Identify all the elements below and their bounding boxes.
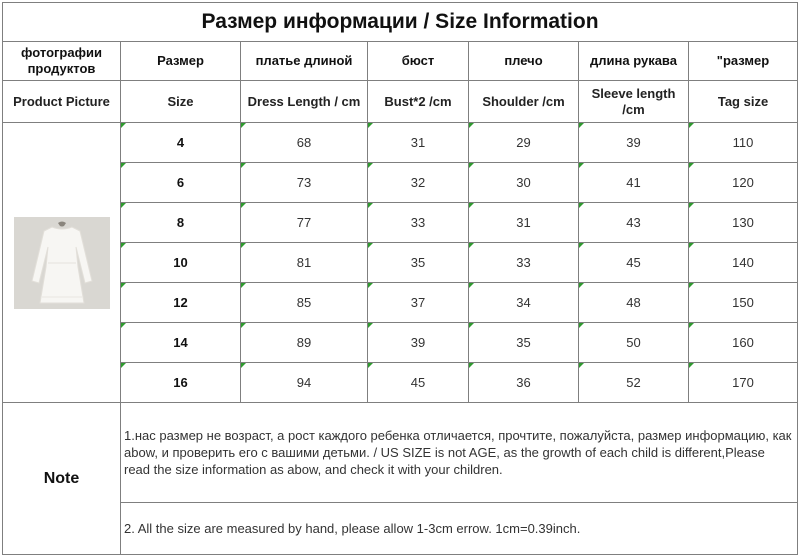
shoulder-cell: 36 bbox=[469, 363, 579, 403]
product-photo-cell bbox=[3, 123, 121, 403]
header-sleeve-ru: длина рукава bbox=[579, 42, 689, 81]
header-row-ru bbox=[3, 42, 798, 81]
note-row-2 bbox=[3, 503, 798, 555]
sleeve-cell: 52 bbox=[579, 363, 689, 403]
shoulder-cell: 35 bbox=[469, 323, 579, 363]
bust-cell: 32 bbox=[368, 163, 469, 203]
bust-cell: 37 bbox=[368, 283, 469, 323]
header-size-en: Size bbox=[121, 81, 241, 123]
header-photo-ru: фотографии продуктов bbox=[3, 42, 121, 81]
sleeve-cell: 50 bbox=[579, 323, 689, 363]
sleeve-cell: 43 bbox=[579, 203, 689, 243]
table-row bbox=[3, 283, 798, 323]
size-table bbox=[2, 2, 798, 555]
header-shoulder-ru: плечо bbox=[469, 42, 579, 81]
shoulder-cell: 34 bbox=[469, 283, 579, 323]
note-text-2: 2. All the size are measured by hand, please allow 1-3cm errow. 1cm=0.39inch. bbox=[121, 503, 798, 555]
shoulder-cell: 31 bbox=[469, 203, 579, 243]
tag-size-cell: 160 bbox=[689, 323, 798, 363]
shoulder-cell: 29 bbox=[469, 123, 579, 163]
table-row bbox=[3, 323, 798, 363]
sleeve-cell: 45 bbox=[579, 243, 689, 283]
tag-size-cell: 150 bbox=[689, 283, 798, 323]
bust-cell: 45 bbox=[368, 363, 469, 403]
sleeve-cell: 41 bbox=[579, 163, 689, 203]
header-shoulder-en: Shoulder /cm bbox=[469, 81, 579, 123]
dress-length-cell: 77 bbox=[241, 203, 368, 243]
tag-size-cell: 130 bbox=[689, 203, 798, 243]
tag-size-cell: 110 bbox=[689, 123, 798, 163]
header-tag-en: Tag size bbox=[689, 81, 798, 123]
dress-length-cell: 73 bbox=[241, 163, 368, 203]
header-dress-length-ru: платье длиной bbox=[241, 42, 368, 81]
tag-size-cell: 170 bbox=[689, 363, 798, 403]
header-row-en bbox=[3, 81, 798, 123]
table-row bbox=[3, 243, 798, 283]
size-cell: 16 bbox=[121, 363, 241, 403]
tag-size-cell: 140 bbox=[689, 243, 798, 283]
size-chart bbox=[2, 2, 797, 538]
shoulder-cell: 33 bbox=[469, 243, 579, 283]
table-row bbox=[3, 123, 798, 163]
header-photo-en: Product Picture bbox=[3, 81, 121, 123]
size-cell: 6 bbox=[121, 163, 241, 203]
tag-size-cell: 120 bbox=[689, 163, 798, 203]
table-title: Размер информации / Size Information bbox=[3, 3, 798, 42]
header-bust-en: Bust*2 /cm bbox=[368, 81, 469, 123]
header-tag-ru: "размер bbox=[689, 42, 798, 81]
dress-length-cell: 81 bbox=[241, 243, 368, 283]
header-size-ru: Размер bbox=[121, 42, 241, 81]
header-bust-ru: бюст bbox=[368, 42, 469, 81]
header-dress-length-en: Dress Length / cm bbox=[241, 81, 368, 123]
size-cell: 10 bbox=[121, 243, 241, 283]
size-cell: 14 bbox=[121, 323, 241, 363]
table-row bbox=[3, 163, 798, 203]
bust-cell: 31 bbox=[368, 123, 469, 163]
shoulder-cell: 30 bbox=[469, 163, 579, 203]
table-row bbox=[3, 203, 798, 243]
dress-length-cell: 89 bbox=[241, 323, 368, 363]
size-cell: 12 bbox=[121, 283, 241, 323]
bust-cell: 35 bbox=[368, 243, 469, 283]
white-dress-photo-icon bbox=[14, 217, 110, 309]
note-text-1: 1.нас размер не возраст, а рост каждого ребенка отличается, прочтите, пожалуйста, размер информацию, как abow, и проверить его с вашими детьми. / US SIZE is not AGE, as the growth of each child is different,Please read the size information as abow, and check it with your children. bbox=[121, 403, 798, 503]
size-cell: 4 bbox=[121, 123, 241, 163]
bust-cell: 39 bbox=[368, 323, 469, 363]
note-label: Note bbox=[3, 403, 121, 555]
header-sleeve-en: Sleeve length /cm bbox=[579, 81, 689, 123]
table-row bbox=[3, 363, 798, 403]
note-row-1 bbox=[3, 403, 798, 503]
sleeve-cell: 48 bbox=[579, 283, 689, 323]
sleeve-cell: 39 bbox=[579, 123, 689, 163]
dress-length-cell: 85 bbox=[241, 283, 368, 323]
dress-length-cell: 68 bbox=[241, 123, 368, 163]
bust-cell: 33 bbox=[368, 203, 469, 243]
size-cell: 8 bbox=[121, 203, 241, 243]
dress-length-cell: 94 bbox=[241, 363, 368, 403]
